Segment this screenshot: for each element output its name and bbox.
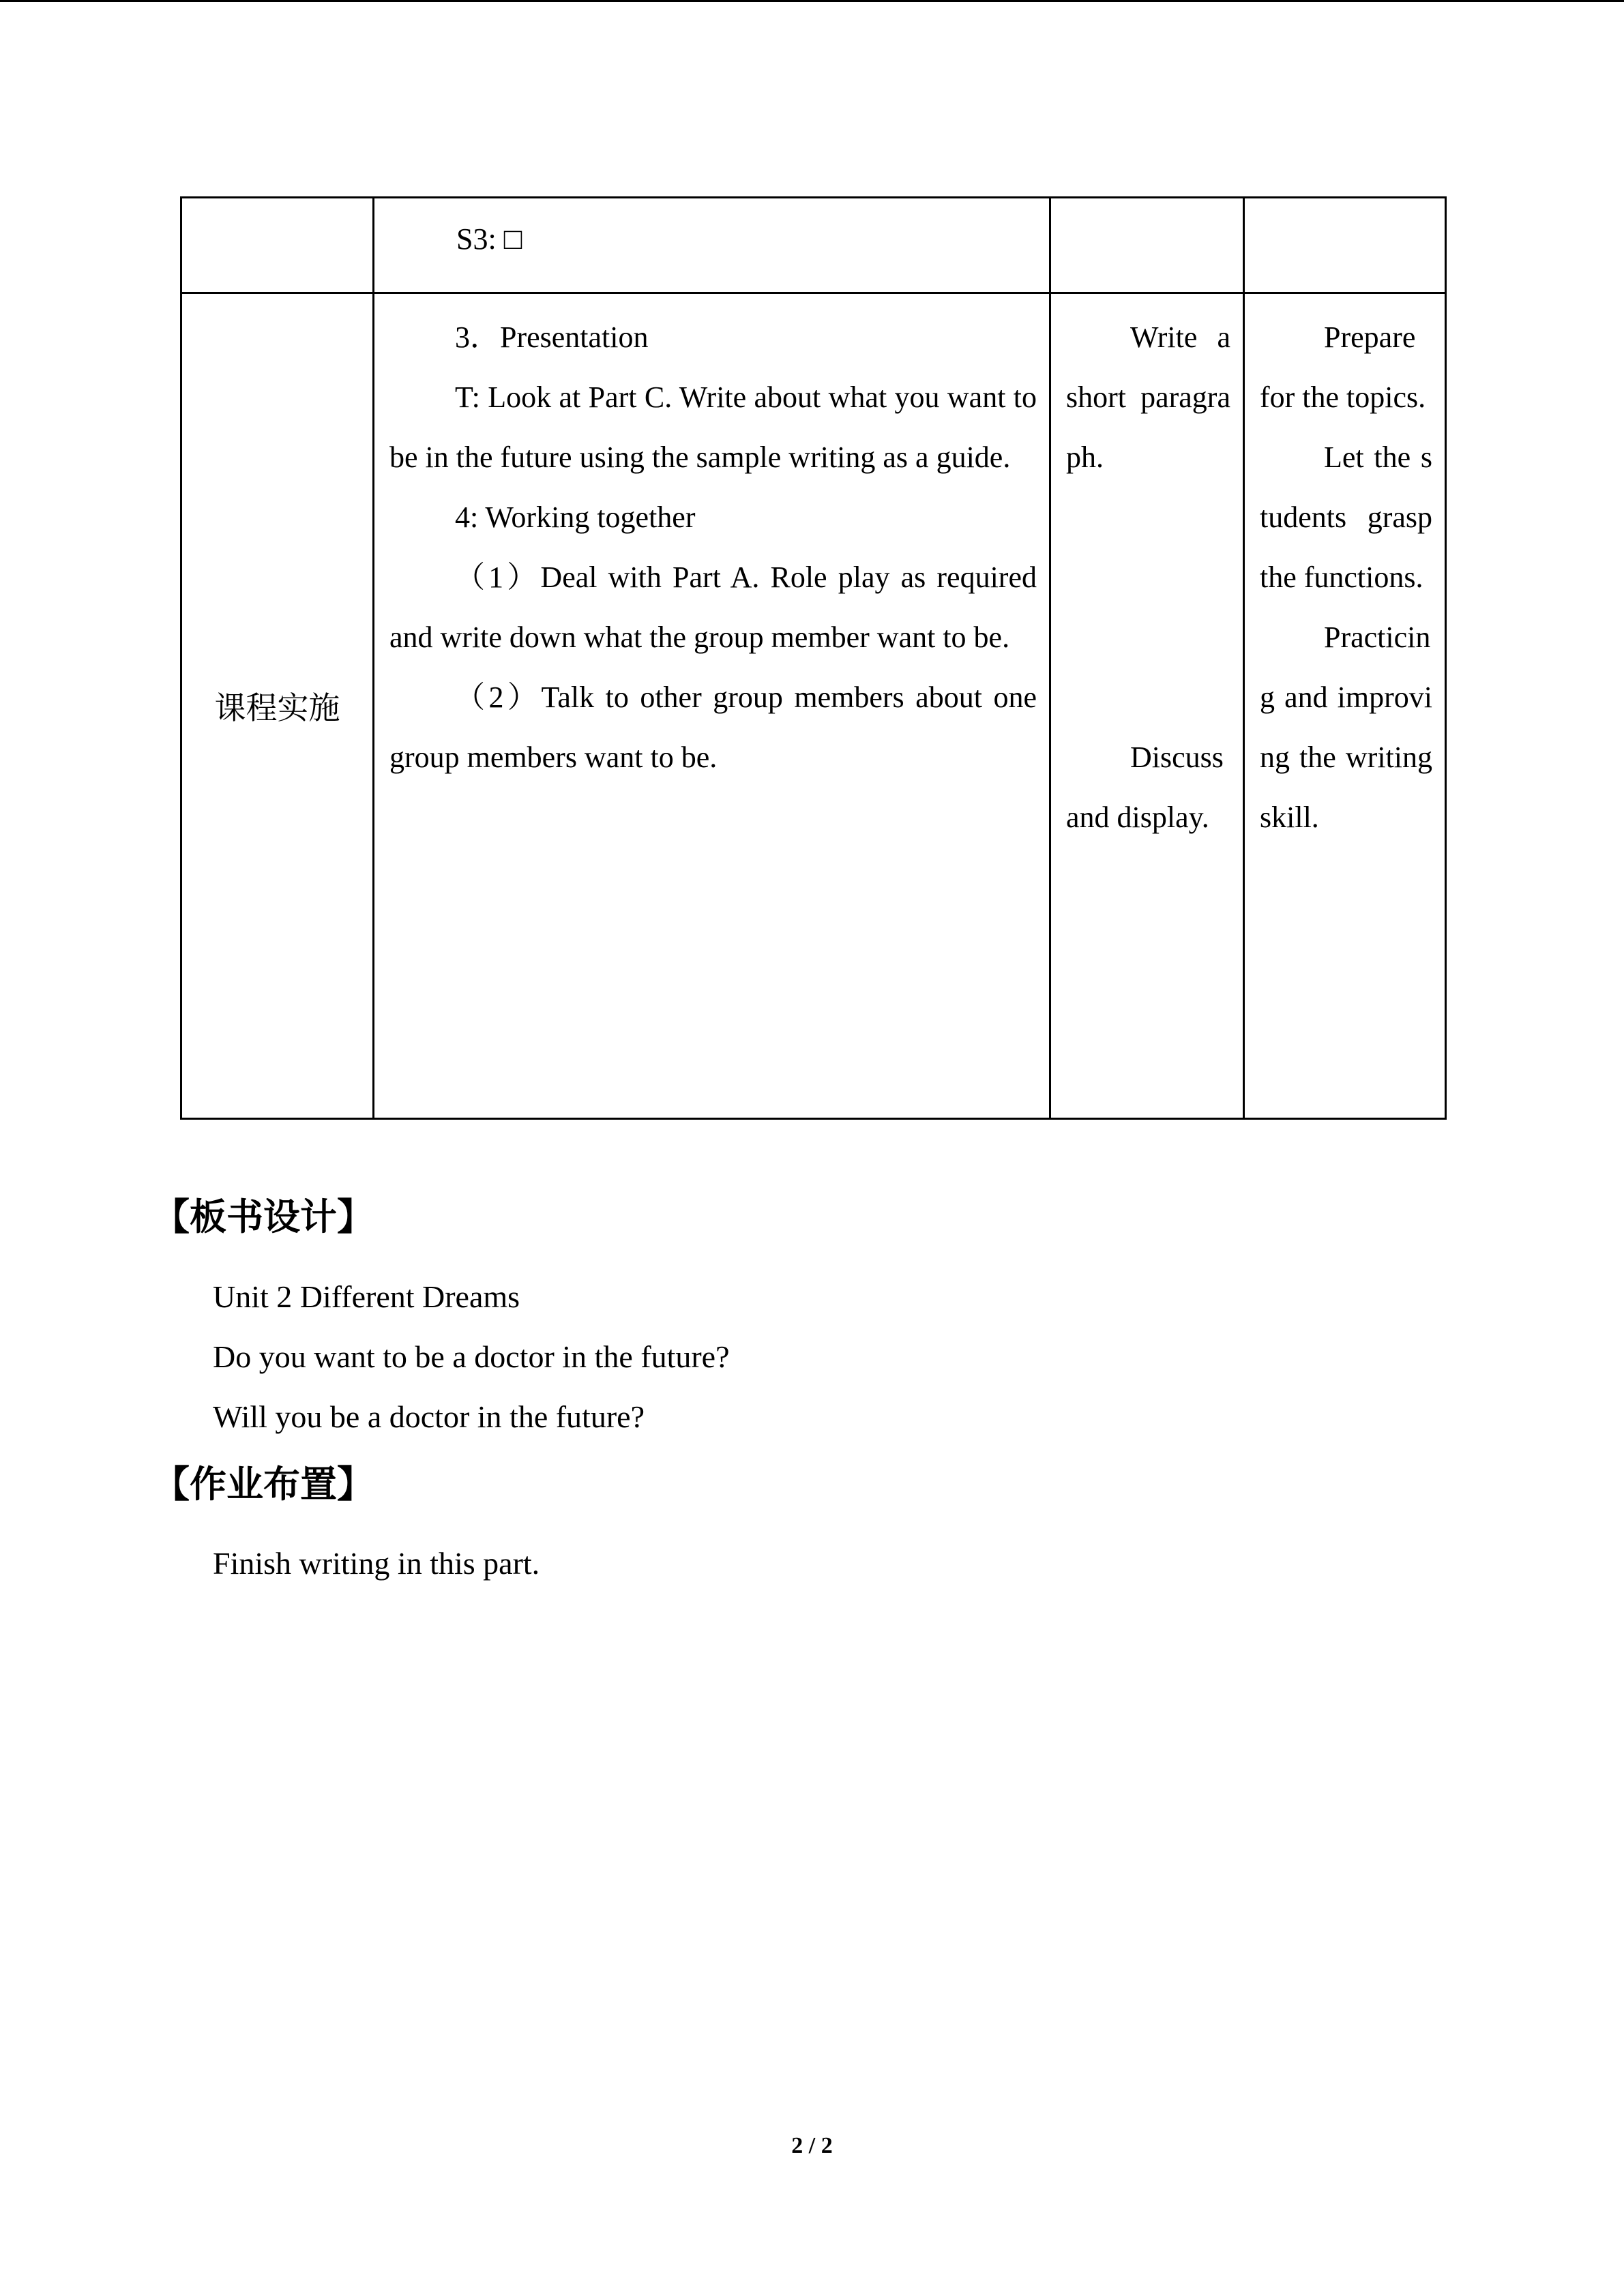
process-step-presentation: 3．Presentation bbox=[455, 320, 649, 354]
homework-text: Finish writing in this part. bbox=[213, 1546, 540, 1581]
process-paragraph: T: Look at Part C. Write about what you want to be in the future using the sample writing as a guide. bbox=[389, 381, 1037, 474]
activity-cell bbox=[1050, 293, 1244, 1119]
intent-cell-empty bbox=[1244, 198, 1446, 293]
intent-cell bbox=[1244, 293, 1446, 1119]
process-step-working-together: 4: Working together bbox=[455, 501, 696, 534]
page-number: 2 / 2 bbox=[791, 2133, 833, 2158]
activity-text: Write a short paragraph. bbox=[1066, 320, 1230, 474]
intent-text: Practicing and improving the writing skill. bbox=[1260, 621, 1432, 834]
process-paragraph: （1）Deal with Part A. Role play as required and write down what the group member want to be. bbox=[389, 561, 1037, 654]
homework-heading: 【作业布置】 bbox=[153, 1463, 374, 1506]
board-design-heading: 【板书设计】 bbox=[153, 1195, 374, 1238]
intent-text: Let the students grasp the functions. bbox=[1260, 441, 1432, 594]
lesson-table bbox=[180, 196, 1447, 1120]
board-line: Unit 2 Different Dreams bbox=[213, 1279, 520, 1314]
table-row bbox=[181, 198, 1446, 293]
student-line-s3: S3: □ bbox=[456, 222, 522, 256]
top-border-line bbox=[0, 0, 1624, 2]
process-cell bbox=[374, 198, 1050, 293]
activity-text: Discuss and display. bbox=[1066, 741, 1224, 834]
board-line: Will you be a doctor in the future? bbox=[213, 1399, 645, 1434]
stage-cell-empty bbox=[181, 198, 374, 293]
activity-cell-empty bbox=[1050, 198, 1244, 293]
stage-cell: 课程实施 bbox=[181, 293, 374, 1119]
process-paragraph: （2）Talk to other group members about one group members want to be. bbox=[389, 681, 1037, 774]
intent-text: Prepare for the topics. bbox=[1260, 320, 1426, 414]
board-line: Do you want to be a doctor in the future? bbox=[213, 1339, 730, 1374]
process-cell bbox=[374, 293, 1050, 1119]
table-row bbox=[181, 293, 1446, 1119]
